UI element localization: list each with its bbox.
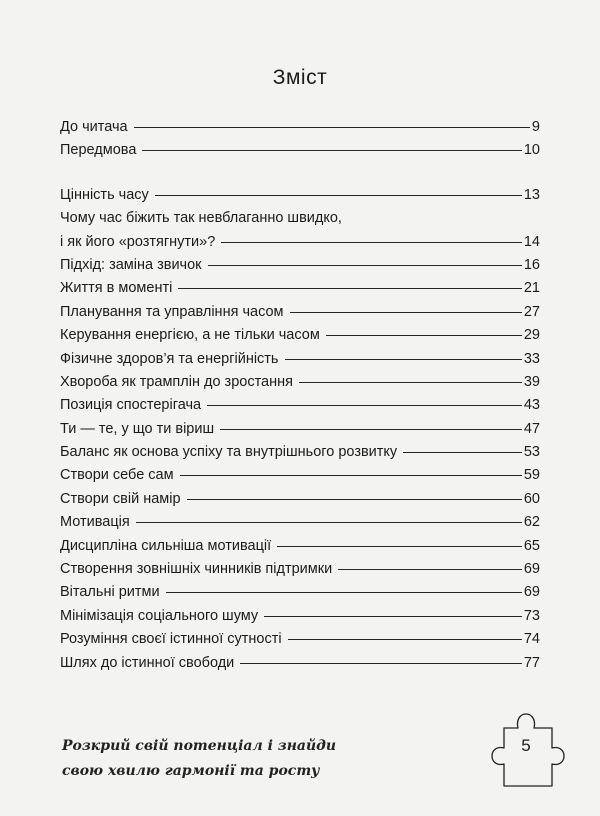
toc-entry-label: Мінімізація соціального шуму xyxy=(60,607,259,624)
toc-entry-label: Підхід: заміна звичок xyxy=(60,256,202,273)
toc-entry-page: 21 xyxy=(523,280,540,297)
toc-entry-label: Фізичне здоров’я та енергійність xyxy=(60,350,279,367)
toc-entry-label: Цінність часу xyxy=(60,186,149,203)
dot-leader xyxy=(403,452,522,453)
toc-entry-page: 69 xyxy=(523,561,540,578)
dot-leader xyxy=(285,359,522,360)
dot-leader xyxy=(221,242,522,243)
toc-entry-label: Мотивація xyxy=(60,514,130,531)
toc-entry xyxy=(60,394,540,417)
dot-leader xyxy=(134,127,530,128)
toc-entry-page: 39 xyxy=(523,373,540,390)
toc-entry-label: Ти — те, у що ти віриш xyxy=(60,420,215,437)
dot-leader xyxy=(166,592,522,593)
dot-leader xyxy=(290,312,522,313)
toc-entry-label: Шлях до істинної свободи xyxy=(60,654,235,671)
toc-entry-label: Позиція спостерігача xyxy=(60,397,202,414)
toc-entry xyxy=(60,301,540,324)
dot-leader xyxy=(277,546,522,547)
toc-entry xyxy=(60,139,540,162)
toc-entry xyxy=(60,441,540,464)
toc-entry xyxy=(60,605,540,628)
footer-slogan xyxy=(62,734,336,784)
toc-entry xyxy=(60,488,540,511)
dot-leader xyxy=(208,265,522,266)
footer-slogan-line: свою хвилю гармонії та росту xyxy=(62,763,320,779)
toc-entry-label: До читача xyxy=(60,119,128,135)
toc-entry-page: 16 xyxy=(523,256,540,273)
toc-entry-page: 62 xyxy=(523,514,540,531)
toc-entry-label: Хвороба як трамплін до зростання xyxy=(60,373,293,390)
toc-entry-page: 77 xyxy=(523,654,540,671)
dot-leader xyxy=(180,475,522,476)
toc-entry-page: 43 xyxy=(523,397,540,414)
toc-entry xyxy=(60,535,540,558)
toc-entry-label: Планування та управління часом xyxy=(60,303,284,320)
page-number: 5 xyxy=(521,736,531,755)
toc-entry xyxy=(60,231,540,254)
toc-entry-label: Баланс як основа успіху та внутрішнього розвитку xyxy=(60,444,398,461)
toc-entry-page: 53 xyxy=(523,444,540,461)
toc-entry-first-line xyxy=(60,207,540,230)
toc-entry-label: Дисципліна сильніша мотивації xyxy=(60,537,272,554)
toc-entry xyxy=(60,254,540,277)
toc-entry xyxy=(60,511,540,534)
dot-leader xyxy=(288,639,522,640)
toc-entry-label: Керування енергією, а не тільки часом xyxy=(60,327,320,344)
toc-entry-page: 59 xyxy=(523,467,540,484)
dot-leader xyxy=(240,663,522,664)
toc-entry-page: 47 xyxy=(523,420,540,437)
toc-entry xyxy=(60,464,540,487)
toc-entry xyxy=(60,371,540,394)
toc-entry-page: 29 xyxy=(523,327,540,344)
toc-entry-page: 27 xyxy=(523,303,540,320)
toc-entry-page: 9 xyxy=(531,119,540,135)
page-title: Зміст xyxy=(272,66,328,89)
toc-entry-label: Створення зовнішніх чинників підтримки xyxy=(60,561,333,578)
toc-entry xyxy=(60,184,540,207)
section-gap xyxy=(60,163,540,184)
toc-entry-label: Розуміння своєї істинної сутності xyxy=(60,631,282,648)
toc-entry xyxy=(60,277,540,300)
toc-entry xyxy=(60,348,540,371)
toc-entry xyxy=(60,628,540,651)
toc-entry-label: Життя в моменті xyxy=(60,280,173,297)
toc-entry xyxy=(60,116,540,139)
toc-entry-label: Чому час біжить так невблаганно швидко, xyxy=(60,210,342,227)
toc-entry-page: 60 xyxy=(523,490,540,507)
toc-entry xyxy=(60,652,540,675)
toc-entry-page: 69 xyxy=(523,584,540,601)
dot-leader xyxy=(299,382,522,383)
dot-leader xyxy=(326,335,522,336)
toc-entry-page: 65 xyxy=(523,537,540,554)
dot-leader xyxy=(207,405,522,406)
dot-leader xyxy=(155,195,522,196)
toc-entry-page: 73 xyxy=(523,607,540,624)
toc-entry-page: 13 xyxy=(523,186,540,203)
footer-slogan-line: Розкрий свій потенціал і знайди xyxy=(62,738,337,754)
toc-entry-label: Вітальні ритми xyxy=(60,584,160,601)
toc-entry xyxy=(60,418,540,441)
dot-leader xyxy=(178,288,522,289)
toc-entry-page: 33 xyxy=(523,350,540,367)
toc-entry-page: 14 xyxy=(523,233,540,250)
toc-entry xyxy=(60,558,540,581)
table-of-contents xyxy=(60,116,540,675)
dot-leader xyxy=(136,522,522,523)
dot-leader xyxy=(338,569,522,570)
dot-leader xyxy=(142,150,521,151)
toc-entry xyxy=(60,324,540,347)
toc-entry-label: і як його «розтягнути»? xyxy=(60,233,216,250)
toc-entry-label: Створи свій намір xyxy=(60,490,181,507)
dot-leader xyxy=(220,429,522,430)
toc-entry-page: 74 xyxy=(523,631,540,648)
dot-leader xyxy=(187,499,522,500)
toc-entry-label: Передмова xyxy=(60,142,137,159)
toc-entry-page: 10 xyxy=(523,142,540,159)
toc-entry xyxy=(60,581,540,604)
toc-entry-label: Створи себе сам xyxy=(60,467,174,484)
dot-leader xyxy=(264,616,522,617)
